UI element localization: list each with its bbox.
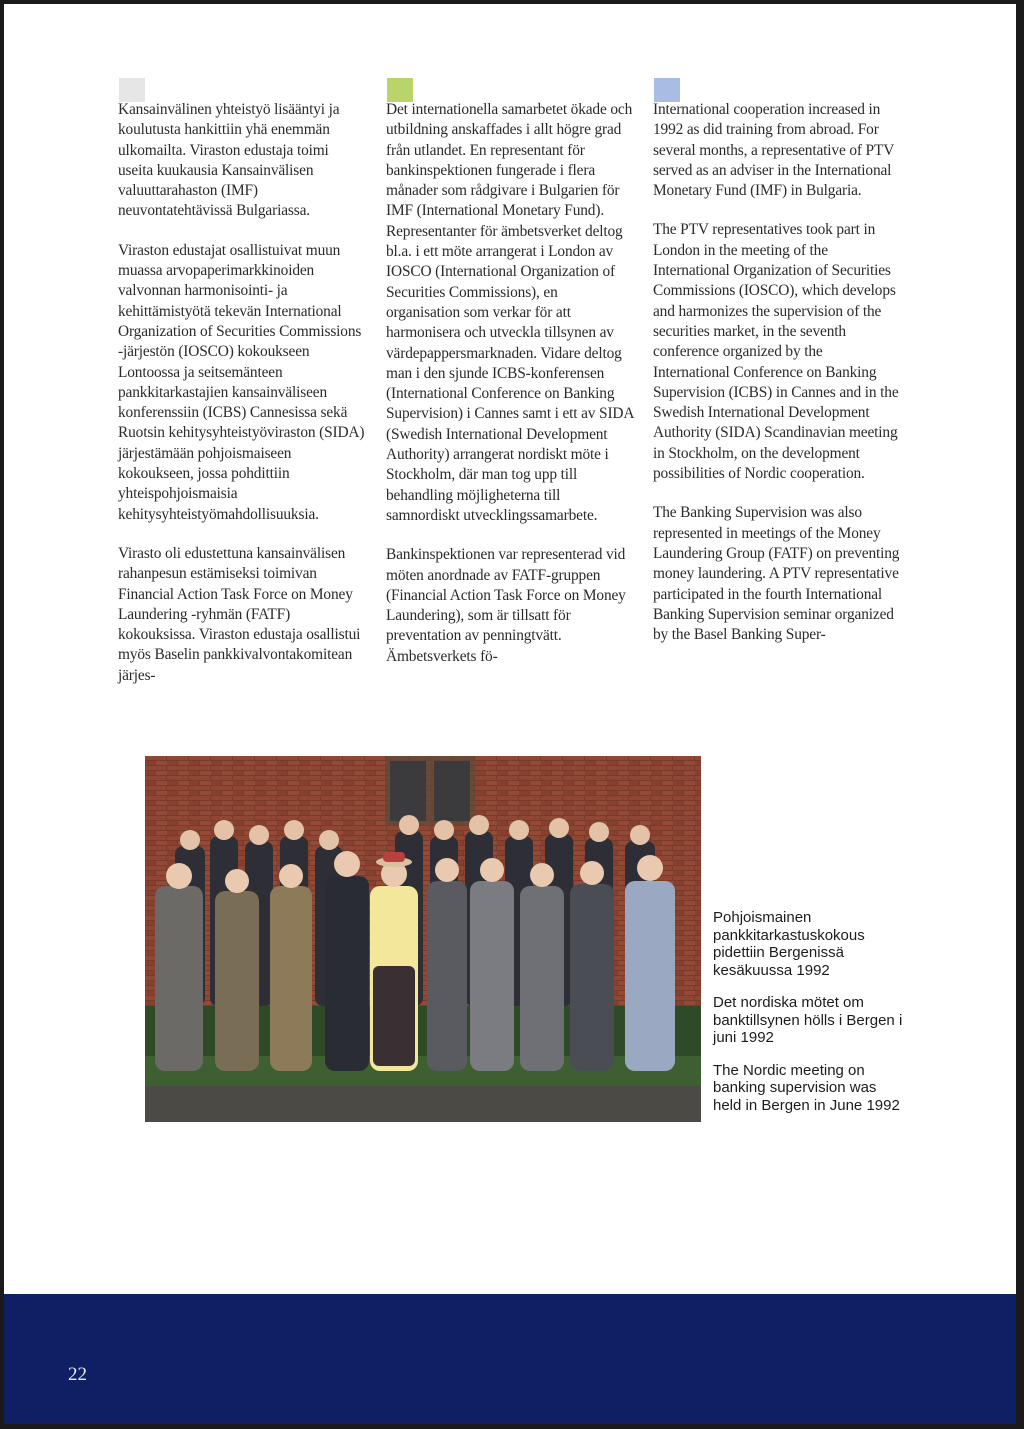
- english-paragraph: The Banking Supervision was also represented in meetings of the Money Laundering Group (FATF) on preventing money laundering. A PTV representative participated in the fourth International Banking Supervision seminar organized by the Basel Banking Super-: [653, 504, 900, 644]
- document-page: [4, 4, 1016, 1424]
- swedish-paragraph: Bankinspektionen var representerad vid möten anordnade av FATF-gruppen (Financial Action Task Force on Money Laundering), som är tillsatt för preventation av penningtvätt. Ämbetsverkets fö-: [386, 546, 626, 665]
- swedish-column-marker: [387, 78, 413, 102]
- page-number: 22: [68, 1364, 87, 1385]
- english-paragraph: The PTV representatives took part in London in the meeting of the International Organization of Securities Commissions (IOSCO), which develops and harmonizes the supervision of the securities market, in the seventh conference organized by the International Conference on Banking Supervision (ICBS) in Cannes and in the Swedish International Development Authority (SIDA) Scandinavian meeting in Stockholm, on the development possibilities of Nordic cooperation.: [653, 221, 899, 483]
- english-paragraph: International cooperation increased in 1992 as did training from abroad. For several months, a representative of PTV served as an adviser in the International Monetary Fund (IMF) in Bulgaria.: [653, 101, 894, 200]
- finnish-paragraph: Virasto oli edustettuna kansainvälisen rahanpesun estämiseksi toimivan Financial Action Task Force on Money Laundering -ryhmän (FATF) kokouksissa. Viraston edustaja osallistui myös Baselin pankkivalvontakomitean järjes-: [118, 544, 361, 684]
- footer-band: [4, 1294, 1016, 1424]
- finnish-paragraph: Viraston edustajat osallistuivat muun muassa arvopaperimarkkinoiden valvonnan harmonisointi- ja kehittämistyötä tekevän International Organization of Securities Commissions -järjestön (IOSCO) kokoukseen Lontoossa ja seitsemänteen pankkitarkastajien kansainväliseen konferenssiin (ICBS) Cannesissa sekä Ruotsin kehitysyhteistyöviraston (SIDA) järjestämään pohjoismaiseen kokoukseen, jossa pohdittiin yhteispohjoismaisia kehitysyhteistyömahdollisuuksia.: [118, 241, 365, 523]
- swedish-column: [386, 100, 634, 686]
- caption-swedish: Det nordiska mötet om banktillsynen hölls i Bergen i juni 1992: [713, 994, 903, 1046]
- group-photo: [145, 756, 701, 1122]
- swedish-paragraph: Det internationella samarbetet ökade och utbildning anskaffades i allt högre grad från utlandet. En representant för bankinspektionen fungerade i flera månader som rådgivare i Bulgarien för IMF (International Monetary Fund). Representanter för ämbetsverket deltog bl.a. i ett möte arrangerat i London av IOSCO (International Organization of Securities Commissions), en organisation som verkar för att harmonisera och utveckla tillsynen av värdepappersmarknaden. Vidare deltog man i den sjunde ICBS-konferensen (International Conference on Banking Supervision) i Cannes samt i ett av SIDA (Swedish International Development Authority) arrangerat nordiskt möte i Stockholm, där man tog upp till behandling möjligheterna till samnordiskt utvecklingssamarbete.: [386, 101, 634, 524]
- group-photo-icon: [145, 756, 701, 1122]
- finnish-column: [118, 100, 366, 705]
- photo-caption: [713, 909, 908, 1129]
- english-column: [653, 100, 901, 664]
- caption-english: The Nordic meeting on banking supervision was held in Bergen in June 1992: [713, 1061, 900, 1114]
- finnish-column-marker: [119, 78, 145, 102]
- caption-finnish: Pohjoismainen pankkitarkastuskokous pidettiin Bergenissä kesäkuussa 1992: [713, 909, 865, 979]
- english-column-marker: [654, 78, 680, 102]
- finnish-paragraph: Kansainvälinen yhteistyö lisääntyi ja koulutusta hankittiin yhä enemmän ulkomailta. Viraston edustaja toimi useita kuukausia Kansainvälisen valuuttarahaston (IMF) neuvontatehtävissä Bulgariassa.: [118, 101, 340, 220]
